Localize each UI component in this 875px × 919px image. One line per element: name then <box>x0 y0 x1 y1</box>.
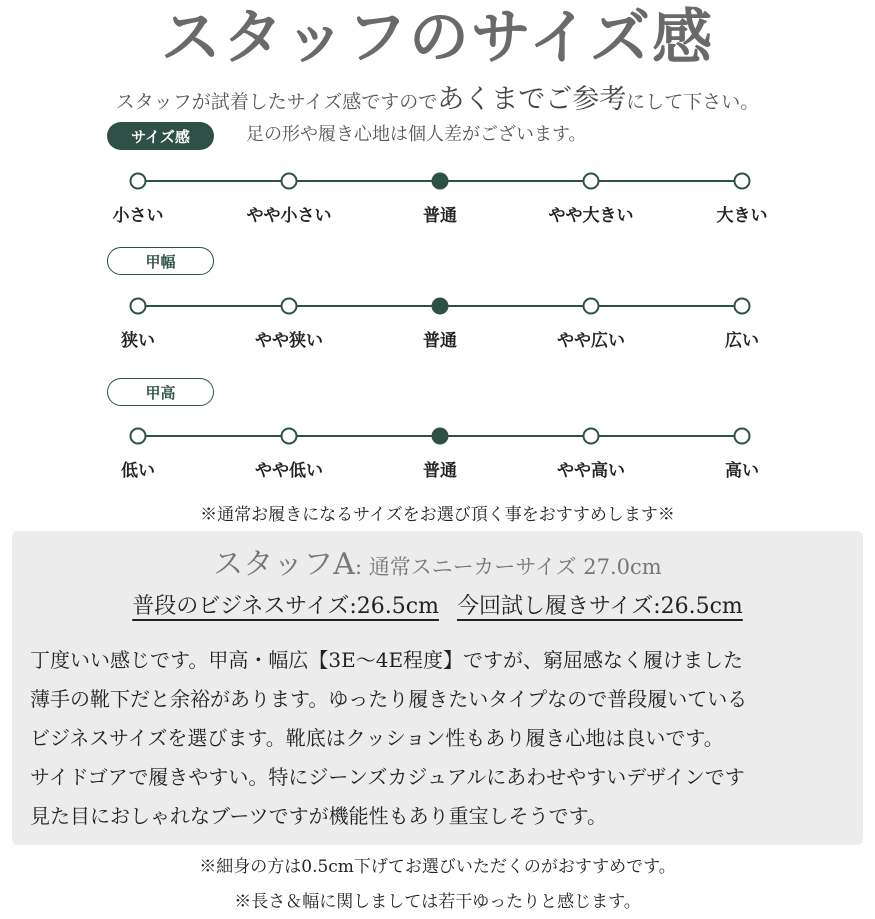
scale-label: やや狭い <box>255 331 323 351</box>
scale-label: 普通 <box>423 461 457 481</box>
intro-note: 足の形や履き心地は個人差がございます。 <box>246 124 587 145</box>
scale-dot <box>281 428 298 445</box>
scale-dot <box>130 298 147 315</box>
scale-label: やや大きい <box>548 206 634 226</box>
footnote: ※長さ＆幅に関しましては若干ゆったりと感じます。 <box>234 892 641 912</box>
staff-name: スタッフA <box>213 547 355 582</box>
staff-comment <box>30 641 860 836</box>
scale-dot <box>583 173 600 190</box>
scale-dot <box>734 428 751 445</box>
scale-label: 狭い <box>121 331 155 351</box>
scale-dot <box>583 298 600 315</box>
scale-label: 大きい <box>716 206 768 226</box>
scale-dot <box>432 428 449 445</box>
scale-dot <box>130 428 147 445</box>
size-feel-scale <box>0 181 875 241</box>
intro-emphasis: あくまでご参考 <box>437 84 627 115</box>
scale-dot <box>130 173 147 190</box>
instep-height-badge: 甲高 <box>107 378 214 406</box>
scale-label: やや小さい <box>246 206 332 226</box>
comment-line: 丁度いい感じです。甲高・幅広【3E～4E程度】ですが、窮屈感なく履けました <box>30 648 744 672</box>
business-size: 普段のビジネスサイズ:26.5cm <box>132 594 439 619</box>
comment-line: 薄手の靴下だと余裕があります。ゆったり履きたいタイプなので普段履いている <box>30 687 748 711</box>
staff-separator: : <box>354 555 363 579</box>
scale-label: 普通 <box>423 206 457 226</box>
comment-line: サイドゴアで履きやすい。特にジーンズカジュアルにあわせやすいデザインです <box>30 765 745 789</box>
comment-line: ビジネスサイズを選びます。靴底はクッション性もあり履き心地は良いです。 <box>30 726 724 750</box>
staff-review-panel <box>12 531 863 845</box>
recommendation-note: ※通常お履きになるサイズをお選び頂く事をおすすめします※ <box>200 505 675 525</box>
scale-dot <box>281 173 298 190</box>
instep-width-scale <box>0 306 875 366</box>
instep-height-scale <box>0 436 875 496</box>
scale-dot <box>583 428 600 445</box>
instep-width-badge: 甲幅 <box>107 247 214 275</box>
comment-line: 見た目におしゃれなブーツですが機能性もあり重宝しそうです。 <box>30 804 607 828</box>
size-feel-badge: サイズ感 <box>107 122 214 150</box>
scale-label: やや高い <box>557 461 625 481</box>
intro-before: スタッフが試着したサイズ感ですので <box>115 91 438 113</box>
scale-label: 小さい <box>112 206 164 226</box>
staff-heading <box>12 539 863 583</box>
scale-dot <box>734 173 751 190</box>
scale-label: やや広い <box>557 331 625 351</box>
scale-label: やや低い <box>255 461 323 481</box>
scale-label: 広い <box>725 331 759 351</box>
scale-dot <box>432 298 449 315</box>
intro-text <box>0 84 875 118</box>
scale-label: 普通 <box>423 331 457 351</box>
footnote: ※細身の方は0.5cm下げてお選びいただくのがおすすめです。 <box>199 857 676 877</box>
staff-sneaker-size: 通常スニーカーサイズ 27.0cm <box>368 555 662 579</box>
scale-dot <box>734 298 751 315</box>
staff-sizes <box>12 589 863 620</box>
page-title: スタッフのサイズ感 <box>160 3 715 73</box>
intro-after: にして下さい。 <box>626 91 760 113</box>
tried-size: 今回試し履きサイズ:26.5cm <box>456 594 743 619</box>
scale-label: 低い <box>121 461 155 481</box>
scale-dot <box>281 298 298 315</box>
scale-label: 高い <box>725 461 759 481</box>
scale-dot <box>432 173 449 190</box>
